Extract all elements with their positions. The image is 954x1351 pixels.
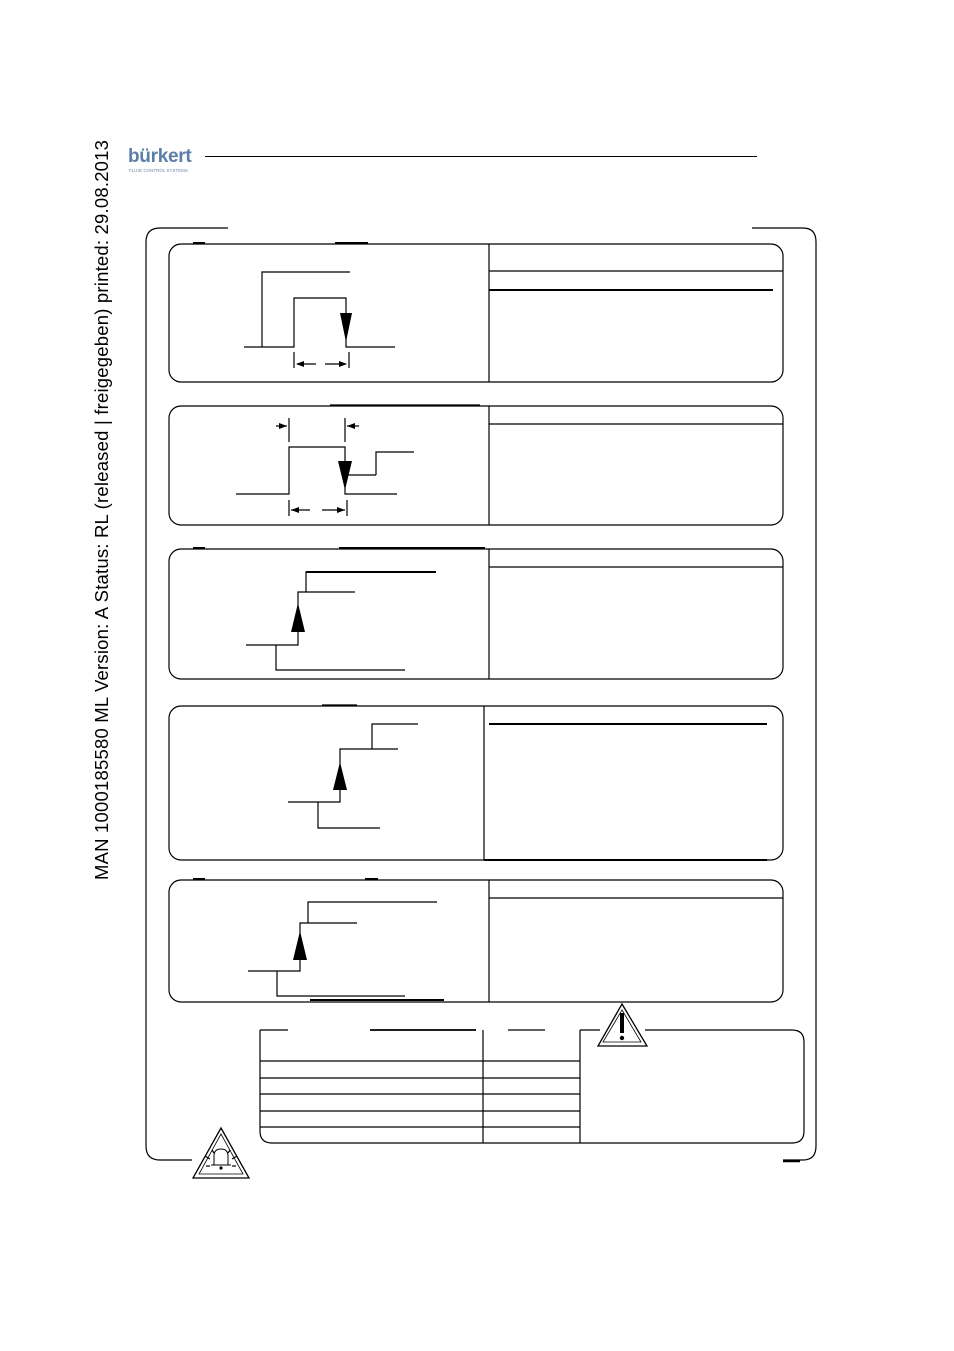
logo-tagline: FLUID CONTROL SYSTEMS — [129, 168, 188, 173]
switching-diagram-2 — [236, 418, 414, 516]
alarm-bell-triangle-icon — [193, 1128, 249, 1178]
mode-panel-2 — [169, 405, 783, 525]
mode-panel-3 — [169, 548, 783, 679]
mode-panel-1 — [169, 243, 783, 382]
exclamation-triangle-icon — [598, 1004, 647, 1046]
switching-diagram-1 — [244, 272, 395, 368]
logo-wordmark: bürkert — [128, 146, 192, 167]
mode-panel-4 — [169, 705, 783, 860]
outer-frame — [146, 228, 816, 1161]
note-box — [580, 1030, 804, 1143]
switching-diagram-5 — [248, 902, 437, 996]
switching-diagram-3 — [246, 572, 436, 670]
document-control-label: MAN 1000185580 ML Version: A Status: RL (released | freigegeben) printed: 29.08.2013 — [91, 139, 112, 880]
switching-diagram-4 — [288, 724, 418, 828]
mode-panel-5 — [169, 879, 783, 1002]
settings-table — [260, 1030, 580, 1143]
